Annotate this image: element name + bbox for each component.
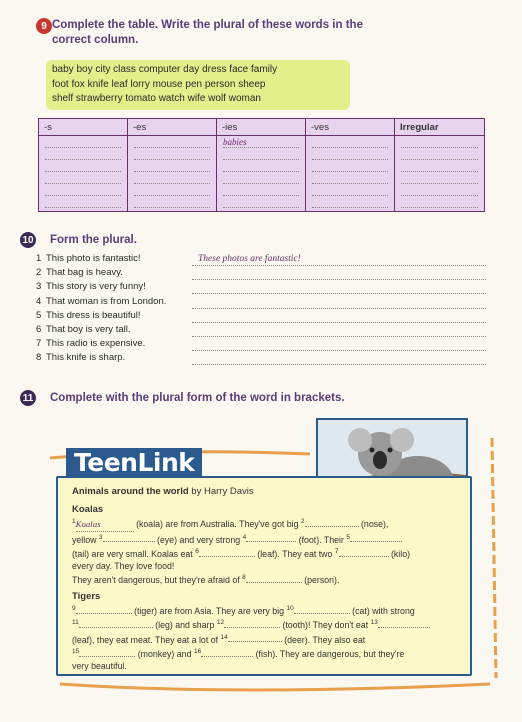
word-line-3: shelf strawberry tomato watch wife wolf woman	[52, 93, 261, 104]
answer-cell-example[interactable]: babies	[223, 137, 299, 148]
word-box	[46, 60, 350, 110]
answer-cell[interactable]	[312, 173, 388, 184]
answer-cell[interactable]	[312, 149, 388, 160]
list-item: 5 This dress is beautiful!	[36, 309, 486, 323]
answer-line[interactable]	[192, 323, 486, 337]
answer-cell[interactable]	[223, 161, 299, 172]
blank-15[interactable]	[79, 656, 135, 657]
table-row	[39, 172, 485, 184]
blank-4[interactable]	[246, 541, 296, 542]
blank-3[interactable]	[103, 541, 155, 542]
exercise-9-number: 9	[36, 18, 52, 34]
answer-line[interactable]	[192, 266, 486, 280]
article-author: by Harry Davis	[191, 486, 254, 497]
exercise-9-instruction: Complete the table. Write the plural of these words in the correct column.	[52, 19, 363, 46]
koalas-line-2: yellow $^3$ (eye) and very strong $^4$ (foot). Their $^5$	[72, 532, 462, 546]
tigers-line-3: (leaf), they eat meat. They eat a lot of $^{14}$ (deer). They also eat	[72, 633, 366, 645]
tigers-heading: Tigers	[72, 591, 101, 603]
answer-cell[interactable]	[312, 197, 388, 208]
blank-13[interactable]	[378, 627, 430, 628]
answer-line[interactable]: These photos are fantastic!	[192, 252, 486, 266]
blank-10[interactable]	[294, 613, 350, 614]
answer-cell[interactable]	[45, 197, 121, 208]
answer-cell[interactable]	[45, 185, 121, 196]
answer-cell[interactable]	[134, 197, 210, 208]
answer-line[interactable]	[192, 295, 486, 309]
answer-cell[interactable]	[223, 173, 299, 184]
table-header-row	[39, 119, 485, 136]
tigers-line-2: $^{11}$ (leg) and sharp $^{12}$ (tooth)! They don't eat $^{13}$	[72, 617, 462, 631]
answer-line[interactable]	[192, 337, 486, 351]
exercise-10-number: 10	[20, 232, 36, 248]
answer-cell[interactable]	[401, 173, 478, 184]
exercise-10-instruction: Form the plural.	[50, 234, 137, 246]
blank-8[interactable]	[246, 582, 302, 583]
plural-table	[38, 118, 485, 212]
list-item: 4 That woman is from London.	[36, 295, 486, 309]
tigers-line-1: $^9$ (tiger) are from Asia. They are very big $^{10}$ (cat) with strong	[72, 605, 415, 617]
koalas-line-5: They aren't dangerous, but they're afraid of $^8$ (person).	[72, 573, 340, 585]
answer-cell[interactable]	[134, 185, 210, 196]
answer-cell[interactable]	[401, 137, 478, 148]
answer-cell[interactable]	[223, 185, 299, 196]
answer-cell[interactable]	[312, 137, 388, 148]
blank-9[interactable]	[76, 613, 132, 614]
answer-cell[interactable]	[45, 137, 121, 148]
teenlink-logo: TeenLink	[66, 448, 202, 478]
answer-cell[interactable]	[45, 173, 121, 184]
col-header-ves: -ves	[306, 119, 395, 136]
answer-cell[interactable]	[134, 137, 210, 148]
list-item: 1 This photo is fantastic! These photos are fantastic!	[36, 252, 486, 266]
tigers-line-4: $^{15}$ (monkey) and $^{16}$ (fish). They are dangerous, but they're	[72, 647, 405, 659]
exercise-11-number: 11	[20, 390, 36, 406]
koalas-line-1: $^1$Koalas (koala) are from Australia. They've got big $^2$ (nose),	[72, 516, 462, 531]
word-line-1: baby boy city class computer day dress face family	[52, 64, 278, 75]
answer-cell[interactable]	[312, 161, 388, 172]
col-header-irregular: Irregular	[395, 119, 485, 136]
article-title: Animals around the world	[72, 486, 189, 497]
blank-12[interactable]	[224, 627, 280, 628]
word-line-2: foot fox knife leaf lorry mouse pen person sheep	[52, 78, 266, 90]
answer-cell[interactable]	[134, 161, 210, 172]
blank-7[interactable]	[339, 556, 389, 557]
exercise-11-instruction: Complete with the plural form of the word in brackets.	[50, 392, 345, 404]
blank-2[interactable]	[305, 526, 359, 527]
answer-cell[interactable]	[223, 197, 299, 208]
koalas-line-4: every day. They love food!	[72, 560, 175, 571]
answer-cell[interactable]	[45, 149, 121, 160]
col-header-es: -es	[128, 119, 217, 136]
table-row	[39, 136, 485, 149]
koalas-heading: Koalas	[72, 504, 104, 516]
answer-cell[interactable]	[45, 161, 121, 172]
blank-14[interactable]	[228, 641, 282, 642]
blank-6[interactable]	[199, 556, 255, 557]
col-header-ies: -ies	[217, 119, 306, 136]
table-row	[39, 184, 485, 196]
answer-cell[interactable]	[134, 149, 210, 160]
table-row	[39, 148, 485, 160]
table-row	[39, 160, 485, 172]
tigers-line-5: very beautiful.	[72, 660, 127, 671]
answer-line[interactable]	[192, 309, 486, 323]
koalas-line-3: (tail) are very small. Koalas eat $^6$ (leaf). They eat two $^7$ (kilo)	[72, 547, 411, 559]
answer-cell[interactable]	[223, 149, 299, 160]
answer-cell[interactable]	[134, 173, 210, 184]
list-item: 3 This story is very funny!	[36, 280, 486, 294]
answer-cell[interactable]	[401, 197, 478, 208]
blank-16[interactable]	[201, 656, 253, 657]
answer-cell[interactable]	[401, 161, 478, 172]
sentence-list	[36, 252, 486, 366]
answer-cell[interactable]	[401, 149, 478, 160]
list-item: 8 This knife is sharp.	[36, 351, 486, 365]
answer-line[interactable]	[192, 351, 486, 365]
blank-5[interactable]	[350, 541, 402, 542]
answer-cell[interactable]	[401, 185, 478, 196]
list-item: 7 This radio is expensive.	[36, 337, 486, 351]
blank-11[interactable]	[79, 627, 153, 628]
table-row	[39, 196, 485, 212]
col-header-s: -s	[39, 119, 128, 136]
answer-line[interactable]	[192, 280, 486, 294]
blank-1[interactable]: Koalas	[76, 518, 134, 531]
list-item: 6 That boy is very tall.	[36, 323, 486, 337]
list-item: 2 That bag is heavy.	[36, 266, 486, 280]
answer-cell[interactable]	[312, 185, 388, 196]
article-body	[72, 486, 462, 672]
